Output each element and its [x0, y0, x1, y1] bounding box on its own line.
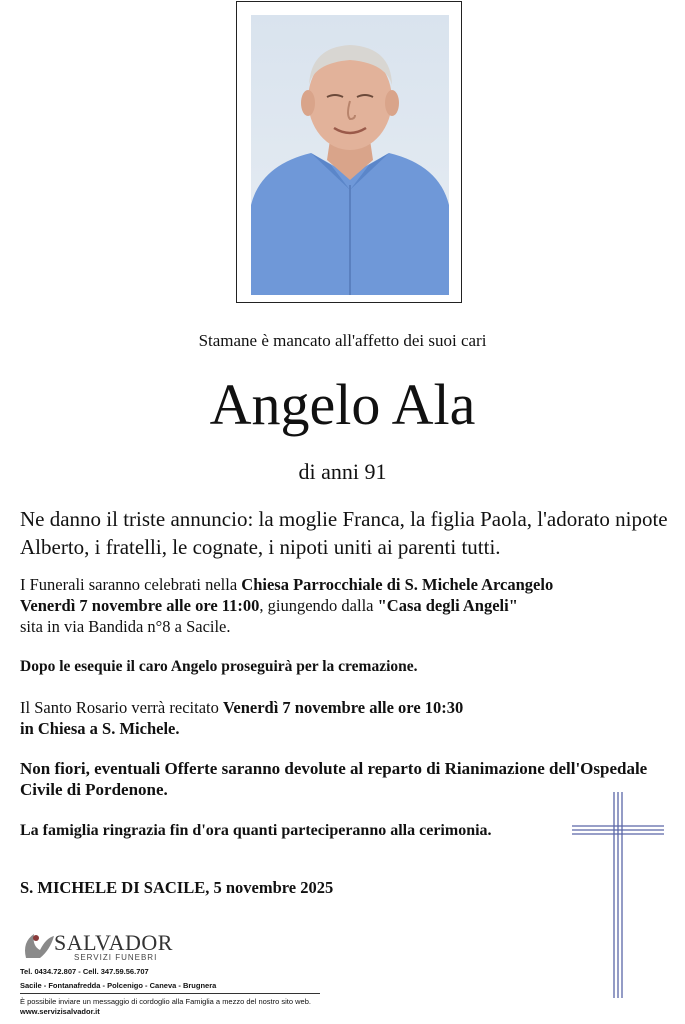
footer-website-link[interactable]: www.servizisalvador.it — [20, 1007, 100, 1016]
intro-line: Stamane è mancato all'affetto dei suoi cari — [198, 331, 487, 350]
logo-wordmark: SALVADOR — [54, 930, 173, 955]
announcement-paragraph: Ne danno il triste annuncio: la moglie Franca, la figlia Paola, l'adorato nipote Alberto, i fratelli, le cognate, i nipoti uniti ai parenti tutti. — [20, 507, 668, 559]
flowers-paragraph: Non fiori, eventuali Offerte saranno devolute al reparto di Rianimazione dell'Ospedale Civile di Pordenone. — [20, 759, 648, 799]
logo-subtitle: SERVIZI FUNEBRI — [74, 953, 158, 962]
funeral-house: "Casa degli Angeli" — [377, 596, 518, 615]
rosary-paragraph — [20, 697, 660, 739]
funeral-address: sita in via Bandida n°8 a Sacile. — [20, 617, 231, 636]
age-line: di anni 91 — [298, 459, 387, 484]
portrait-photo — [251, 15, 449, 295]
cross-icon — [570, 790, 666, 1000]
funeral-paragraph — [20, 574, 660, 637]
rosary-text: Il Santo Rosario verrà recitato — [20, 698, 223, 717]
footer-divider — [20, 993, 320, 994]
cremation-paragraph: Dopo le esequie il caro Angelo proseguirà per la cremazione. — [20, 658, 418, 675]
footer-condolence-note: È possibile inviare un messaggio di cordoglio alla Famiglia a mezzo del nostro sito web. — [20, 997, 311, 1006]
footer-towns: Sacile - Fontanafredda - Polcenigo - Caneva - Brugnera — [20, 981, 217, 990]
portrait-frame — [236, 1, 462, 303]
angel-icon — [20, 928, 56, 962]
funeral-datetime: Venerdì 7 novembre alle ore 11:00 — [20, 596, 260, 615]
place-date: S. MICHELE DI SACILE, 5 novembre 2025 — [20, 878, 334, 897]
footer-phone: Tel. 0434.72.807 - Cell. 347.59.56.707 — [20, 967, 149, 976]
funeral-text-2: , giungendo dalla — [259, 596, 378, 615]
rosary-location: in Chiesa a S. Michele. — [20, 719, 180, 738]
funeral-church: Chiesa Parrocchiale di S. Michele Arcangelo — [241, 575, 554, 594]
rosary-datetime: Venerdì 7 novembre alle ore 10:30 — [222, 698, 464, 717]
funeral-text-1: I Funerali saranno celebrati nella — [20, 575, 242, 594]
deceased-name: Angelo Ala — [209, 372, 476, 437]
thanks-paragraph: La famiglia ringrazia fin d'ora quanti parteciperanno alla cerimonia. — [20, 822, 492, 839]
salvador-logo — [20, 924, 173, 964]
portrait-illustration — [251, 15, 449, 295]
